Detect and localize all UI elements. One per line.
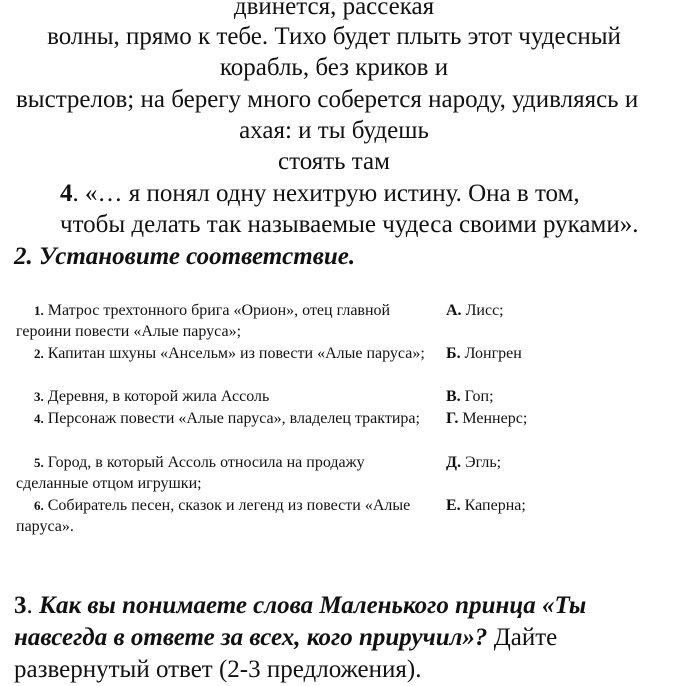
matching-left-text: Собиратель песен, сказок и легенд из повести «Алые паруса». bbox=[16, 497, 411, 535]
matching-right-text: Эгль; bbox=[461, 454, 502, 471]
matching-left-item bbox=[16, 300, 436, 342]
item4-line-2: чтобы делать так называемые чудеса своими руками». bbox=[60, 211, 639, 238]
matching-row-6 bbox=[0, 495, 668, 537]
passage-line-3: корабль, без криков и bbox=[219, 54, 449, 81]
task3-dot: . bbox=[26, 592, 39, 619]
matching-right-text: Каперна; bbox=[460, 497, 526, 514]
item4-text-1: . «… я понял одну нехитрую истину. Она в том, bbox=[72, 180, 580, 207]
matching-right-item bbox=[446, 452, 501, 473]
passage-line-5: ахая: и ты будешь bbox=[239, 117, 429, 144]
task3-number: 3 bbox=[14, 592, 27, 619]
matching-right-letter: Д. bbox=[446, 454, 462, 471]
matching-right-letter: В. bbox=[446, 388, 461, 405]
passage-line-4: выстрелов; на берегу много соберется народу, удивляясь и bbox=[16, 86, 639, 113]
matching-left-item bbox=[16, 495, 436, 537]
matching-right-letter: Е. bbox=[446, 497, 461, 514]
matching-left-text: Персонаж повести «Алые паруса», владелец трактира; bbox=[43, 410, 420, 427]
matching-left-text: Капитан шхуны «Ансельм» из повести «Алые паруса»; bbox=[43, 345, 425, 362]
matching-left-number: 1. bbox=[34, 303, 44, 318]
matching-row-4 bbox=[0, 408, 668, 450]
matching-left-text: Деревня, в которой жила Ассоль bbox=[43, 388, 270, 405]
matching-left-text: Город, в который Ассоль относила на продажу сделанные отцом игрушки; bbox=[16, 454, 365, 492]
passage-line-1: двинется, рассекая bbox=[233, 0, 435, 20]
matching-right-item bbox=[446, 300, 504, 321]
matching-left-number: 2. bbox=[34, 346, 44, 361]
matching-right-item bbox=[446, 495, 526, 516]
passage-line-6: стоять там bbox=[278, 148, 390, 175]
matching-left-number: 6. bbox=[34, 498, 44, 513]
passage-line-2: волны, прямо к тебе. Тихо будет плыть этот чудесный bbox=[47, 23, 621, 50]
matching-right-letter: Г. bbox=[446, 410, 459, 427]
matching-right-letter: Б. bbox=[446, 345, 461, 362]
matching-right-item bbox=[446, 386, 494, 407]
task2-heading: 2. Установите соответствие. bbox=[14, 243, 356, 270]
matching-right-letter: А. bbox=[446, 302, 462, 319]
matching-left-item bbox=[16, 408, 436, 429]
task3-question-text: Как вы понимаете слова Маленького принца «Ты навсегда в ответе за всех, кого приручил»? bbox=[14, 592, 587, 651]
matching-right-item bbox=[446, 408, 527, 429]
matching-row-5 bbox=[0, 452, 668, 494]
matching-left-item bbox=[16, 452, 436, 494]
matching-row-3 bbox=[0, 386, 668, 407]
matching-left-item bbox=[16, 386, 436, 407]
matching-left-number: 5. bbox=[34, 455, 44, 470]
matching-right-text: Гоп; bbox=[460, 388, 494, 405]
matching-right-text: Лонгрен bbox=[460, 345, 522, 362]
matching-row-1 bbox=[0, 300, 668, 342]
task3-question bbox=[14, 590, 674, 686]
task3-instruction: Дайте развернутый ответ (2-3 предложения). bbox=[14, 624, 558, 683]
item4-line-1 bbox=[60, 179, 580, 209]
matching-row-2 bbox=[0, 343, 668, 385]
matching-right-text: Меннерс; bbox=[458, 410, 528, 427]
matching-left-number: 4. bbox=[34, 411, 44, 426]
matching-left-number: 3. bbox=[34, 389, 44, 404]
item4-number: 4 bbox=[60, 180, 73, 207]
matching-right-item bbox=[446, 343, 522, 364]
matching-right-text: Лисс; bbox=[461, 302, 504, 319]
matching-left-item bbox=[16, 343, 436, 364]
matching-left-text: Матрос трехтонного брига «Орион», отец главной героини повести «Алые паруса»; bbox=[16, 302, 391, 340]
